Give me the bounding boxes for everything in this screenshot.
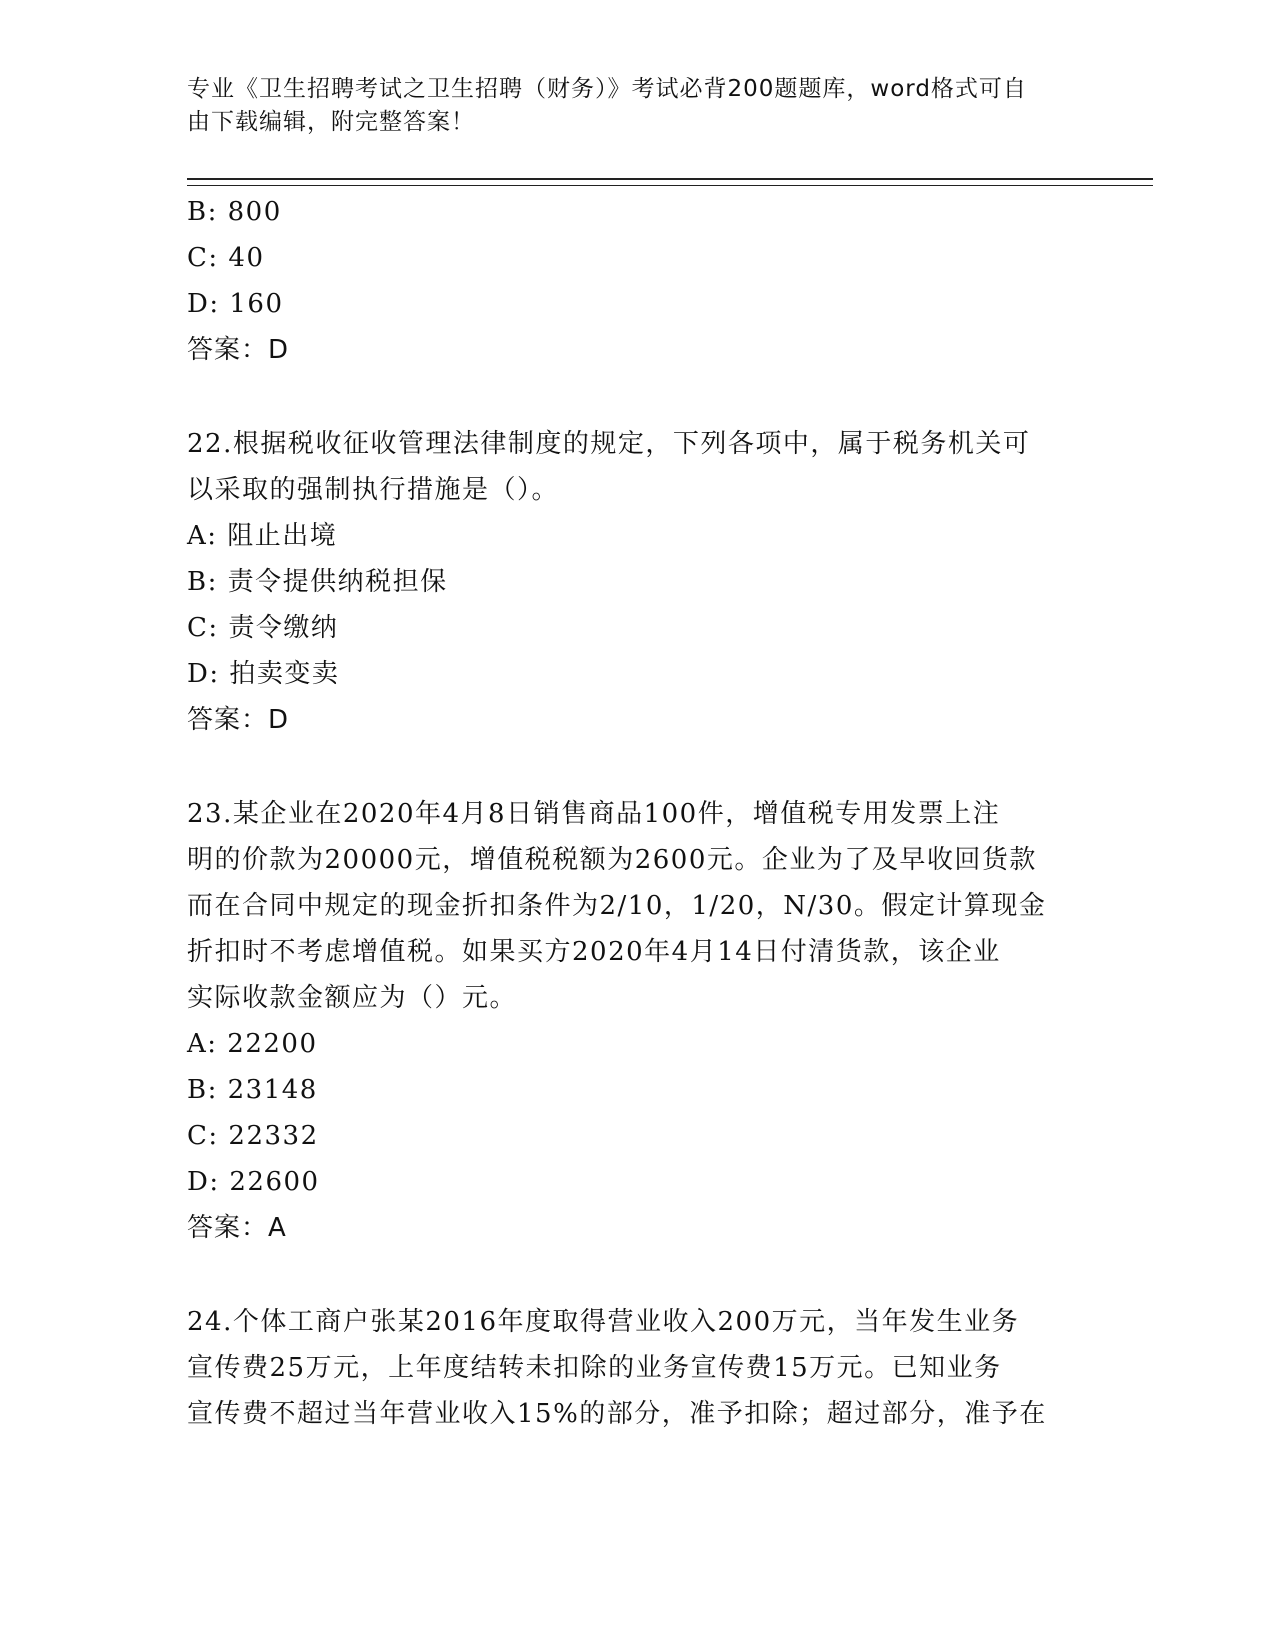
option-a: A: 22200 <box>187 1029 318 1059</box>
option-b: B: 23148 <box>187 1075 318 1105</box>
question-stem-line: 以采取的强制执行措施是（）。 <box>187 475 560 505</box>
option-c: C: 40 <box>187 243 265 273</box>
question-stem-line: 22.根据税收征收管理法律制度的规定，下列各项中，属于税务机关可 <box>187 429 1031 459</box>
option-d: D: 160 <box>187 289 284 319</box>
option-c: C: 22332 <box>187 1121 319 1151</box>
option-b: B: 责令提供纳税担保 <box>187 567 448 597</box>
question-23 <box>187 791 1087 1251</box>
question-stem-line: 实际收款金额应为（）元。 <box>187 983 518 1013</box>
question-22 <box>187 421 1087 743</box>
question-list <box>187 189 1087 1437</box>
question-stem-line: 折扣时不考虑增值税。如果买方2020年4月14日付清货款，该企业 <box>187 937 1001 967</box>
question-24 <box>187 1299 1087 1437</box>
question-21 <box>187 189 1087 373</box>
option-d: D: 拍卖变卖 <box>187 659 340 689</box>
question-stem-line: 而在合同中规定的现金折扣条件为2/10，1/20，N/30。假定计算现金 <box>187 891 1047 921</box>
answer: 答案：D <box>187 335 290 365</box>
question-stem-line: 24.个体工商户张某2016年度取得营业收入200万元，当年发生业务 <box>187 1307 1020 1337</box>
question-stem-line: 23.某企业在2020年4月8日销售商品100件，增值税专用发票上注 <box>187 799 1001 829</box>
question-stem-line: 明的价款为20000元，增值税税额为2600元。企业为了及早收回货款 <box>187 845 1037 875</box>
spacer <box>187 373 1087 421</box>
header-rule-thick <box>187 178 1153 180</box>
spacer <box>187 1251 1087 1299</box>
header-line-2: 由下载编辑，附完整答案！ <box>187 109 475 135</box>
option-b: B: 800 <box>187 197 282 227</box>
spacer <box>187 743 1087 791</box>
question-stem-line: 宣传费25万元，上年度结转未扣除的业务宣传费15万元。已知业务 <box>187 1353 1002 1383</box>
header-rule-thin <box>187 185 1153 186</box>
option-c: C: 责令缴纳 <box>187 613 339 643</box>
question-stem-line: 宣传费不超过当年营业收入15%的部分，准予扣除；超过部分，准予在 <box>187 1399 1047 1429</box>
option-a: A: 阻止出境 <box>187 521 338 551</box>
header-line-1: 专业《卫生招聘考试之卫生招聘（财务）》考试必背200题题库，word格式可自 <box>187 76 1027 102</box>
answer: 答案：D <box>187 705 290 735</box>
option-d: D: 22600 <box>187 1167 320 1197</box>
page-header <box>187 73 1067 139</box>
answer: 答案：A <box>187 1213 287 1243</box>
